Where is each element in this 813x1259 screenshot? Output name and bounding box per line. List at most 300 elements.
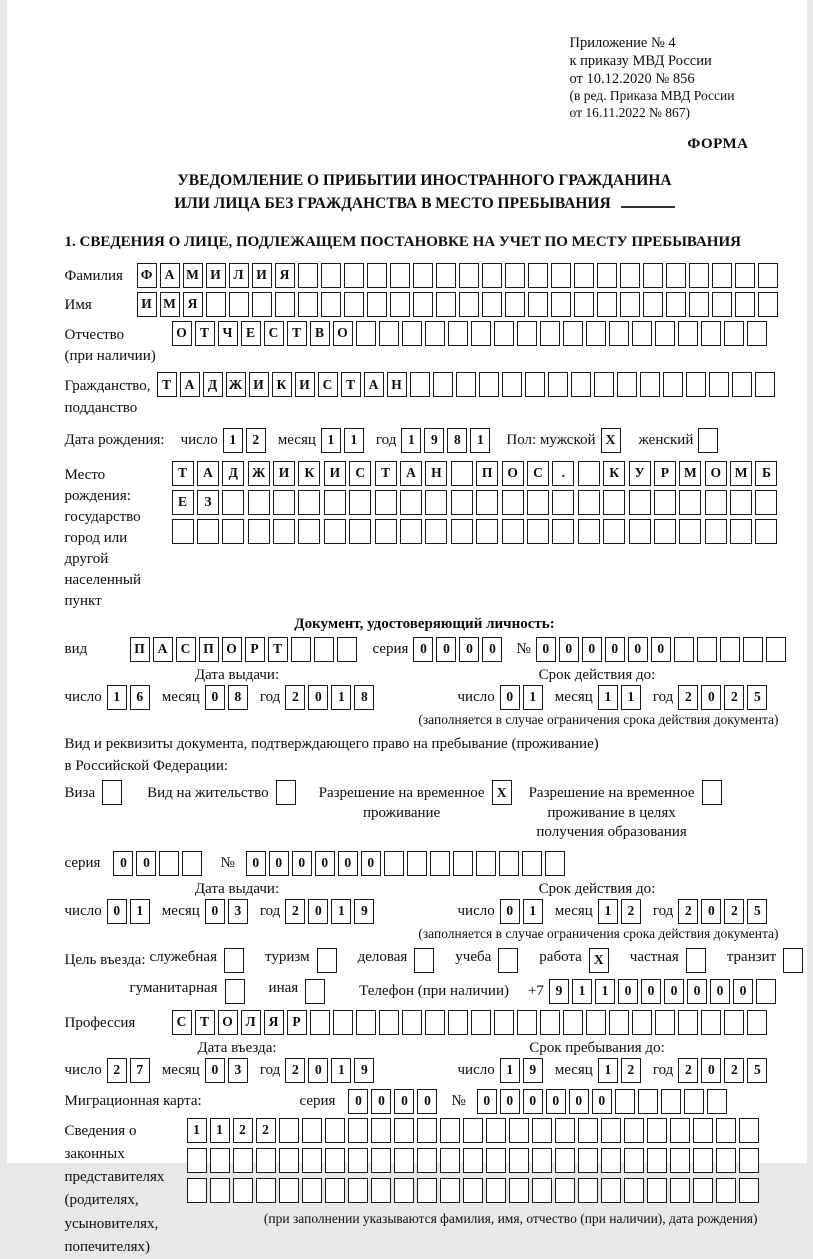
form-cell[interactable]: [417, 1118, 437, 1143]
form-cell[interactable]: [248, 519, 270, 544]
form-cell[interactable]: [756, 979, 776, 1004]
form-cell[interactable]: [732, 372, 752, 397]
form-cell[interactable]: М: [160, 292, 180, 317]
form-cell[interactable]: [394, 1148, 414, 1173]
form-cell[interactable]: М: [730, 461, 752, 486]
form-cell[interactable]: [716, 1118, 736, 1143]
form-cell[interactable]: [302, 1148, 322, 1173]
form-cell[interactable]: К: [272, 372, 292, 397]
form-cell[interactable]: П: [130, 637, 150, 662]
form-cell[interactable]: [552, 490, 574, 515]
form-cell[interactable]: [222, 519, 244, 544]
form-cell[interactable]: [689, 292, 709, 317]
form-cell[interactable]: 9: [523, 1058, 543, 1083]
checkbox-cell[interactable]: [305, 979, 325, 1004]
form-cell[interactable]: [552, 519, 574, 544]
form-cell[interactable]: [476, 519, 498, 544]
form-cell[interactable]: [643, 263, 663, 288]
form-cell[interactable]: 2: [724, 1058, 744, 1083]
form-cell[interactable]: [248, 490, 270, 515]
form-cell[interactable]: 1: [321, 428, 341, 453]
form-cell[interactable]: Т: [268, 637, 288, 662]
form-cell[interactable]: 1: [344, 428, 364, 453]
form-cell[interactable]: [402, 1010, 422, 1035]
form-cell[interactable]: С: [172, 1010, 192, 1035]
form-cell[interactable]: А: [180, 372, 200, 397]
form-cell[interactable]: 0: [641, 979, 661, 1004]
form-cell[interactable]: О: [222, 637, 242, 662]
form-cell[interactable]: 6: [130, 685, 150, 710]
form-cell[interactable]: [505, 292, 525, 317]
form-cell[interactable]: [273, 490, 295, 515]
form-cell[interactable]: П: [199, 637, 219, 662]
form-cell[interactable]: [482, 263, 502, 288]
form-cell[interactable]: 2: [621, 1058, 641, 1083]
form-cell[interactable]: 1: [598, 685, 618, 710]
form-cell[interactable]: И: [252, 263, 272, 288]
form-cell[interactable]: [471, 1010, 491, 1035]
form-cell[interactable]: [222, 490, 244, 515]
form-cell[interactable]: [348, 1118, 368, 1143]
form-cell[interactable]: 1: [598, 899, 618, 924]
form-cell[interactable]: [670, 1148, 690, 1173]
form-cell[interactable]: [678, 1010, 698, 1035]
form-cell[interactable]: [325, 1148, 345, 1173]
form-cell[interactable]: [187, 1148, 207, 1173]
form-cell[interactable]: 0: [523, 1089, 543, 1114]
form-cell[interactable]: 2: [678, 899, 698, 924]
form-cell[interactable]: [433, 372, 453, 397]
form-cell[interactable]: [594, 372, 614, 397]
checkbox-cell[interactable]: X: [601, 428, 621, 453]
form-cell[interactable]: 0: [546, 1089, 566, 1114]
form-cell[interactable]: [321, 292, 341, 317]
form-cell[interactable]: 9: [549, 979, 569, 1004]
form-cell[interactable]: [758, 263, 778, 288]
form-cell[interactable]: [666, 263, 686, 288]
form-cell[interactable]: [574, 292, 594, 317]
form-cell[interactable]: [747, 1010, 767, 1035]
form-cell[interactable]: [686, 372, 706, 397]
form-cell[interactable]: [456, 372, 476, 397]
form-cell[interactable]: [197, 519, 219, 544]
form-cell[interactable]: [663, 372, 683, 397]
form-cell[interactable]: [528, 263, 548, 288]
form-cell[interactable]: [574, 263, 594, 288]
form-cell[interactable]: [540, 1010, 560, 1035]
form-cell[interactable]: П: [476, 461, 498, 486]
form-cell[interactable]: [693, 1148, 713, 1173]
form-cell[interactable]: [337, 637, 357, 662]
form-cell[interactable]: Я: [275, 263, 295, 288]
form-cell[interactable]: [463, 1118, 483, 1143]
checkbox-cell[interactable]: [686, 948, 706, 973]
form-cell[interactable]: 2: [246, 428, 266, 453]
form-cell[interactable]: [586, 321, 606, 346]
form-cell[interactable]: К: [603, 461, 625, 486]
form-cell[interactable]: Т: [157, 372, 177, 397]
form-cell[interactable]: [716, 1178, 736, 1203]
checkbox-cell[interactable]: [317, 948, 337, 973]
form-cell[interactable]: Н: [387, 372, 407, 397]
form-cell[interactable]: 0: [559, 637, 579, 662]
form-cell[interactable]: [302, 1118, 322, 1143]
form-cell[interactable]: [451, 519, 473, 544]
form-cell[interactable]: [440, 1148, 460, 1173]
form-cell[interactable]: [413, 292, 433, 317]
form-cell[interactable]: [709, 372, 729, 397]
form-cell[interactable]: [578, 1148, 598, 1173]
form-cell[interactable]: 3: [228, 899, 248, 924]
form-cell[interactable]: [298, 263, 318, 288]
form-cell[interactable]: [348, 1178, 368, 1203]
form-cell[interactable]: [739, 1178, 759, 1203]
form-cell[interactable]: [400, 490, 422, 515]
form-cell[interactable]: 1: [107, 685, 127, 710]
form-cell[interactable]: [684, 1089, 704, 1114]
form-cell[interactable]: 1: [523, 685, 543, 710]
form-cell[interactable]: 0: [459, 637, 479, 662]
form-cell[interactable]: [647, 1118, 667, 1143]
form-cell[interactable]: 0: [592, 1089, 612, 1114]
form-cell[interactable]: [417, 1148, 437, 1173]
form-cell[interactable]: 0: [482, 637, 502, 662]
form-cell[interactable]: 0: [618, 979, 638, 1004]
form-cell[interactable]: [482, 292, 502, 317]
form-cell[interactable]: [532, 1118, 552, 1143]
form-cell[interactable]: [730, 490, 752, 515]
form-cell[interactable]: 1: [223, 428, 243, 453]
form-cell[interactable]: [233, 1178, 253, 1203]
form-cell[interactable]: 1: [598, 1058, 618, 1083]
form-cell[interactable]: С: [318, 372, 338, 397]
form-cell[interactable]: [563, 321, 583, 346]
form-cell[interactable]: Р: [245, 637, 265, 662]
form-cell[interactable]: 0: [308, 1058, 328, 1083]
form-cell[interactable]: [528, 292, 548, 317]
form-cell[interactable]: [601, 1118, 621, 1143]
form-cell[interactable]: [617, 372, 637, 397]
form-cell[interactable]: [724, 321, 744, 346]
form-cell[interactable]: [563, 1010, 583, 1035]
form-cell[interactable]: С: [527, 461, 549, 486]
form-cell[interactable]: [705, 490, 727, 515]
form-cell[interactable]: А: [197, 461, 219, 486]
form-cell[interactable]: 2: [724, 685, 744, 710]
form-cell[interactable]: [705, 519, 727, 544]
form-cell[interactable]: 0: [500, 899, 520, 924]
form-cell[interactable]: [601, 1178, 621, 1203]
form-cell[interactable]: [555, 1118, 575, 1143]
form-cell[interactable]: [459, 263, 479, 288]
form-cell[interactable]: 9: [424, 428, 444, 453]
form-cell[interactable]: 0: [136, 851, 156, 876]
form-cell[interactable]: Я: [183, 292, 203, 317]
form-cell[interactable]: 1: [523, 899, 543, 924]
form-cell[interactable]: 0: [205, 685, 225, 710]
form-cell[interactable]: 0: [371, 1089, 391, 1114]
form-cell[interactable]: А: [364, 372, 384, 397]
form-cell[interactable]: [578, 490, 600, 515]
checkbox-cell[interactable]: [783, 948, 803, 973]
form-cell[interactable]: [735, 292, 755, 317]
form-cell[interactable]: [314, 637, 334, 662]
form-cell[interactable]: [697, 637, 717, 662]
form-cell[interactable]: О: [172, 321, 192, 346]
form-cell[interactable]: Т: [195, 1010, 215, 1035]
form-cell[interactable]: [689, 263, 709, 288]
form-cell[interactable]: Р: [287, 1010, 307, 1035]
form-cell[interactable]: [425, 490, 447, 515]
form-cell[interactable]: Б: [755, 461, 777, 486]
form-cell[interactable]: [159, 851, 179, 876]
form-cell[interactable]: С: [264, 321, 284, 346]
form-cell[interactable]: [666, 292, 686, 317]
form-cell[interactable]: [624, 1148, 644, 1173]
form-cell[interactable]: И: [324, 461, 346, 486]
form-cell[interactable]: [540, 321, 560, 346]
form-cell[interactable]: [494, 1010, 514, 1035]
form-cell[interactable]: [647, 1178, 667, 1203]
form-cell[interactable]: [499, 851, 519, 876]
form-cell[interactable]: 2: [285, 899, 305, 924]
form-cell[interactable]: 1: [401, 428, 421, 453]
form-cell[interactable]: 0: [417, 1089, 437, 1114]
form-cell[interactable]: [486, 1178, 506, 1203]
form-cell[interactable]: [356, 1010, 376, 1035]
form-cell[interactable]: [679, 519, 701, 544]
form-cell[interactable]: 8: [447, 428, 467, 453]
form-cell[interactable]: [394, 1118, 414, 1143]
form-cell[interactable]: [448, 321, 468, 346]
form-cell[interactable]: [555, 1178, 575, 1203]
form-cell[interactable]: 9: [354, 899, 374, 924]
form-cell[interactable]: [379, 1010, 399, 1035]
form-cell[interactable]: К: [298, 461, 320, 486]
form-cell[interactable]: [525, 372, 545, 397]
form-cell[interactable]: .: [552, 461, 574, 486]
form-cell[interactable]: [384, 851, 404, 876]
form-cell[interactable]: [494, 321, 514, 346]
form-cell[interactable]: Е: [172, 490, 194, 515]
form-cell[interactable]: У: [629, 461, 651, 486]
form-cell[interactable]: [548, 372, 568, 397]
form-cell[interactable]: [578, 519, 600, 544]
form-cell[interactable]: 0: [477, 1089, 497, 1114]
form-cell[interactable]: [375, 519, 397, 544]
form-cell[interactable]: [609, 1010, 629, 1035]
form-cell[interactable]: [451, 461, 473, 486]
form-cell[interactable]: И: [206, 263, 226, 288]
form-cell[interactable]: [551, 263, 571, 288]
form-cell[interactable]: 0: [413, 637, 433, 662]
form-cell[interactable]: [436, 263, 456, 288]
form-cell[interactable]: 8: [354, 685, 374, 710]
form-cell[interactable]: [624, 1178, 644, 1203]
form-cell[interactable]: 0: [628, 637, 648, 662]
form-cell[interactable]: [324, 490, 346, 515]
form-cell[interactable]: [471, 321, 491, 346]
form-cell[interactable]: [436, 292, 456, 317]
form-cell[interactable]: З: [197, 490, 219, 515]
form-cell[interactable]: [182, 851, 202, 876]
form-cell[interactable]: [476, 490, 498, 515]
form-cell[interactable]: [310, 1010, 330, 1035]
form-cell[interactable]: [735, 263, 755, 288]
form-cell[interactable]: [674, 637, 694, 662]
form-cell[interactable]: 0: [315, 851, 335, 876]
form-cell[interactable]: [275, 292, 295, 317]
form-cell[interactable]: [640, 372, 660, 397]
form-cell[interactable]: [545, 851, 565, 876]
form-cell[interactable]: [620, 292, 640, 317]
checkbox-cell[interactable]: [102, 780, 122, 805]
form-cell[interactable]: И: [295, 372, 315, 397]
form-cell[interactable]: [701, 321, 721, 346]
checkbox-cell[interactable]: [276, 780, 296, 805]
form-cell[interactable]: [747, 321, 767, 346]
form-cell[interactable]: [701, 1010, 721, 1035]
form-cell[interactable]: [739, 1118, 759, 1143]
form-cell[interactable]: 1: [331, 685, 351, 710]
form-cell[interactable]: 1: [470, 428, 490, 453]
form-cell[interactable]: 1: [187, 1118, 207, 1143]
form-cell[interactable]: Н: [425, 461, 447, 486]
form-cell[interactable]: [730, 519, 752, 544]
form-cell[interactable]: [298, 490, 320, 515]
form-cell[interactable]: [325, 1118, 345, 1143]
form-cell[interactable]: [647, 1148, 667, 1173]
form-cell[interactable]: [597, 292, 617, 317]
form-cell[interactable]: [479, 372, 499, 397]
form-cell[interactable]: 2: [285, 685, 305, 710]
form-cell[interactable]: А: [400, 461, 422, 486]
form-cell[interactable]: [629, 490, 651, 515]
form-cell[interactable]: Д: [222, 461, 244, 486]
form-cell[interactable]: [655, 1010, 675, 1035]
form-cell[interactable]: 0: [436, 637, 456, 662]
form-cell[interactable]: 2: [256, 1118, 276, 1143]
form-cell[interactable]: [430, 851, 450, 876]
form-cell[interactable]: 1: [130, 899, 150, 924]
form-cell[interactable]: [654, 490, 676, 515]
form-cell[interactable]: 0: [701, 685, 721, 710]
form-cell[interactable]: [256, 1148, 276, 1173]
form-cell[interactable]: 8: [228, 685, 248, 710]
form-cell[interactable]: Я: [264, 1010, 284, 1035]
form-cell[interactable]: 0: [348, 1089, 368, 1114]
form-cell[interactable]: А: [153, 637, 173, 662]
form-cell[interactable]: 1: [595, 979, 615, 1004]
form-cell[interactable]: [632, 321, 652, 346]
form-cell[interactable]: Д: [203, 372, 223, 397]
form-cell[interactable]: [615, 1089, 635, 1114]
form-cell[interactable]: О: [705, 461, 727, 486]
form-cell[interactable]: 1: [621, 685, 641, 710]
form-cell[interactable]: [459, 292, 479, 317]
form-cell[interactable]: 0: [500, 685, 520, 710]
form-cell[interactable]: [555, 1148, 575, 1173]
form-cell[interactable]: [379, 321, 399, 346]
form-cell[interactable]: 0: [500, 1089, 520, 1114]
form-cell[interactable]: А: [160, 263, 180, 288]
form-cell[interactable]: [375, 490, 397, 515]
form-cell[interactable]: [476, 851, 496, 876]
form-cell[interactable]: [509, 1148, 529, 1173]
form-cell[interactable]: 0: [687, 979, 707, 1004]
form-cell[interactable]: [509, 1118, 529, 1143]
form-cell[interactable]: 0: [651, 637, 671, 662]
form-cell[interactable]: [463, 1148, 483, 1173]
form-cell[interactable]: 0: [205, 1058, 225, 1083]
form-cell[interactable]: 0: [205, 899, 225, 924]
form-cell[interactable]: Ч: [218, 321, 238, 346]
form-cell[interactable]: И: [249, 372, 269, 397]
form-cell[interactable]: [451, 490, 473, 515]
form-cell[interactable]: [402, 321, 422, 346]
form-cell[interactable]: [425, 1010, 445, 1035]
form-cell[interactable]: [654, 519, 676, 544]
form-cell[interactable]: 0: [361, 851, 381, 876]
form-cell[interactable]: Т: [172, 461, 194, 486]
form-cell[interactable]: [517, 1010, 537, 1035]
form-cell[interactable]: Т: [375, 461, 397, 486]
form-cell[interactable]: [632, 1010, 652, 1035]
form-cell[interactable]: Ж: [248, 461, 270, 486]
form-cell[interactable]: [407, 851, 427, 876]
form-cell[interactable]: [578, 1118, 598, 1143]
form-cell[interactable]: 1: [331, 1058, 351, 1083]
form-cell[interactable]: [670, 1118, 690, 1143]
form-cell[interactable]: [390, 292, 410, 317]
form-cell[interactable]: [522, 851, 542, 876]
form-cell[interactable]: С: [349, 461, 371, 486]
form-cell[interactable]: [509, 1178, 529, 1203]
form-cell[interactable]: 0: [710, 979, 730, 1004]
form-cell[interactable]: [527, 490, 549, 515]
form-cell[interactable]: 2: [621, 899, 641, 924]
form-cell[interactable]: [298, 519, 320, 544]
form-cell[interactable]: 9: [354, 1058, 374, 1083]
form-cell[interactable]: [367, 263, 387, 288]
form-cell[interactable]: [693, 1178, 713, 1203]
form-cell[interactable]: 1: [572, 979, 592, 1004]
form-cell[interactable]: 7: [130, 1058, 150, 1083]
form-cell[interactable]: 0: [605, 637, 625, 662]
form-cell[interactable]: 0: [536, 637, 556, 662]
form-cell[interactable]: [291, 637, 311, 662]
form-cell[interactable]: М: [183, 263, 203, 288]
form-cell[interactable]: 2: [678, 685, 698, 710]
form-cell[interactable]: [324, 519, 346, 544]
form-cell[interactable]: Т: [195, 321, 215, 346]
form-cell[interactable]: 0: [269, 851, 289, 876]
form-cell[interactable]: [210, 1178, 230, 1203]
form-cell[interactable]: [425, 519, 447, 544]
form-cell[interactable]: [425, 321, 445, 346]
form-cell[interactable]: [344, 263, 364, 288]
form-cell[interactable]: [440, 1118, 460, 1143]
form-cell[interactable]: 1: [500, 1058, 520, 1083]
form-cell[interactable]: [325, 1178, 345, 1203]
form-cell[interactable]: [356, 321, 376, 346]
form-cell[interactable]: 1: [331, 899, 351, 924]
form-cell[interactable]: [229, 292, 249, 317]
form-cell[interactable]: [693, 1118, 713, 1143]
checkbox-cell[interactable]: [702, 780, 722, 805]
form-cell[interactable]: 0: [664, 979, 684, 1004]
form-cell[interactable]: [279, 1118, 299, 1143]
